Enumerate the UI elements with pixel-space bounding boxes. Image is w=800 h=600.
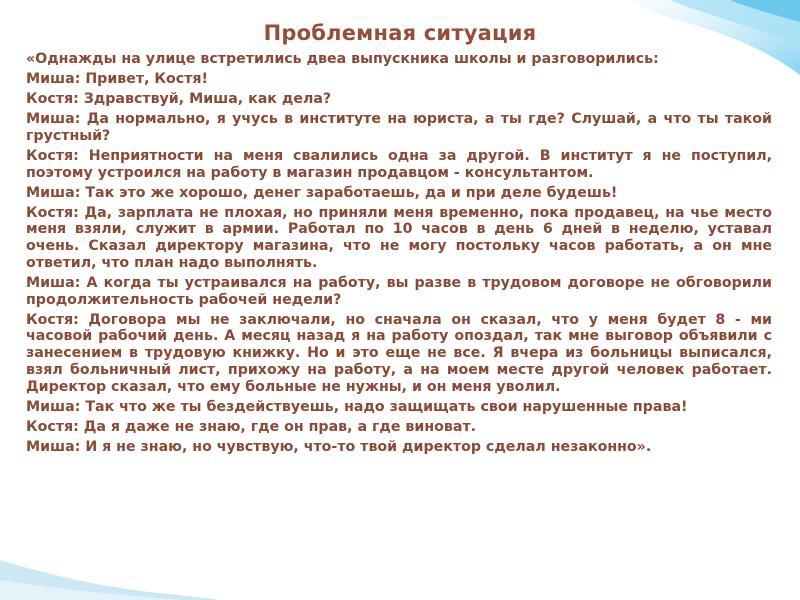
decorative-wave-bottom-left <box>0 530 220 600</box>
paragraph-dialogue-line: Миша: И я не знаю, но чувствую, что-то твой директор сделал незаконно». <box>26 438 652 455</box>
paragraph-dialogue-line: Миша: Да нормально, я учусь в институте на юриста, а ты где? Слушай, а что ты такой грустный? <box>26 110 772 144</box>
paragraph-dialogue-line: Миша: А когда ты устраивался на работу, вы разве в трудовом договоре не обговорили продолжительность рабочей недели? <box>26 274 772 308</box>
dialogue-text <box>26 51 772 459</box>
paragraph-dialogue-line: Миша: Так это же хорошо, денег заработаешь, да и при деле будешь! <box>26 184 618 201</box>
paragraph-dialogue-line: Миша: Привет, Костя! <box>26 70 208 87</box>
paragraph-dialogue-line: Костя: Неприятности на меня свалились одна за другой. В институт я не поступил, поэтому устроился на работу в магазин продавцом - консультантом. <box>26 147 772 181</box>
paragraph-dialogue-line: Костя: Здравствуй, Миша, как дела? <box>26 90 332 107</box>
paragraph-intro: «Однажды на улице встретились двеа выпускника школы и разговорились: <box>26 51 659 67</box>
paragraph-dialogue-line: Миша: Так что же ты бездействуешь, надо защищать свои нарушенные права! <box>26 398 688 415</box>
paragraph-dialogue-line: Костя: Да я даже не знаю, где он прав, а где виноват. <box>26 418 477 435</box>
paragraph-dialogue-line: Костя: Договора мы не заключали, но сначала он сказал, что у меня будет 8 - ми часовой рабочий день. А месяц назад я на работу опоздал, так мне выговор объявили с занесением в трудовую книжку. Но и это еще не все. Я вчера из больницы выписался, взял больничный лист, прихожу на работу, а на моем месте другой человек работает. Директор сказал, что ему больные не нужны, и он меня уволил. <box>26 311 772 395</box>
slide-title: Проблемная ситуация <box>263 21 537 45</box>
paragraph-dialogue-line: Костя: Да, зарплата не плохая, но приняли меня временно, пока продавец, на чье место меня взяли, служит в армии. Работал по 10 часов в день 6 дней в неделю, уставал очень. Сказал директору магазина, что не могу постольку часов работать, а он мне ответил, что план надо выполнять. <box>26 204 772 271</box>
